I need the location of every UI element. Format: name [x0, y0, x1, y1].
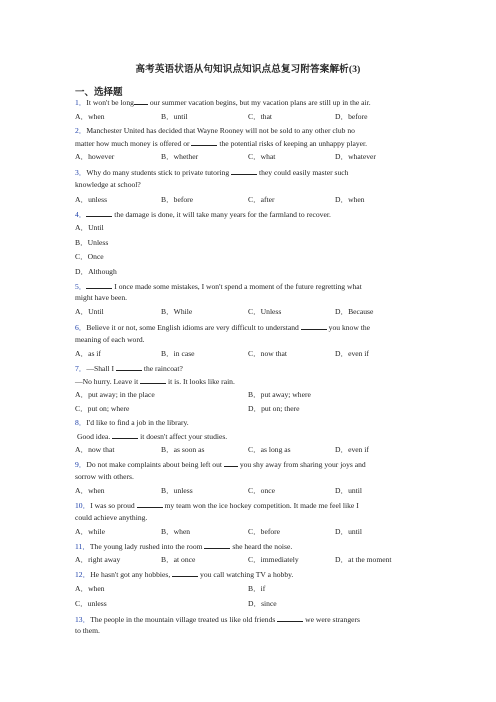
- option[interactable]: D．since: [248, 599, 277, 608]
- option[interactable]: B．as soon as: [161, 445, 205, 454]
- option[interactable]: D．even if: [335, 445, 369, 454]
- question-8: 8．I'd like to find a job in the library.: [75, 418, 189, 427]
- question-11: 11．The young lady rushed into the room she heard the noise.: [75, 542, 293, 551]
- option[interactable]: D．whatever: [335, 152, 376, 161]
- question-13: 13．The people in the mountain village treated us like old friends we were strangers: [75, 615, 360, 624]
- question-text: sorrow with others.: [75, 472, 134, 481]
- question-3: 3．Why do many students stick to private tutoring they could easily master such: [75, 168, 349, 177]
- option[interactable]: B．Unless: [75, 238, 109, 247]
- option[interactable]: C．now that: [248, 349, 288, 358]
- page-title: 高考英语状语从句知识点知识点总复习附答案解析(3): [135, 65, 361, 75]
- option[interactable]: A．while: [75, 527, 105, 536]
- question-text: knowledge at school?: [75, 180, 141, 189]
- question-9: 9．Do not make complaints about being left out you shy away from sharing your joys and: [75, 460, 366, 469]
- option[interactable]: B．before: [161, 195, 194, 204]
- option[interactable]: A．Until: [75, 307, 104, 316]
- question-2: 2．Manchester United has decided that Wayne Rooney will not be sold to any other club no: [75, 126, 355, 135]
- question-5: 5． I once made some mistakes, I won't spend a moment of the future regretting what: [75, 282, 362, 291]
- option[interactable]: B．While: [161, 307, 193, 316]
- question-text: matter how much money is offered or the potential risks of keeping an unhappy player.: [75, 139, 368, 148]
- option[interactable]: A．however: [75, 152, 115, 161]
- option[interactable]: C．as long as: [248, 445, 291, 454]
- option[interactable]: A．when: [75, 112, 105, 121]
- option[interactable]: A．unless: [75, 195, 108, 204]
- option[interactable]: B．put away; where: [248, 390, 311, 399]
- option[interactable]: C．immediately: [248, 555, 299, 564]
- option[interactable]: B．in case: [161, 349, 195, 358]
- option[interactable]: D．at the moment: [335, 555, 392, 564]
- option[interactable]: B．if: [248, 584, 266, 593]
- question-text: —No hurry. Leave it it is. It looks like rain.: [75, 377, 235, 386]
- option[interactable]: D．put on; there: [248, 404, 300, 413]
- question-text: could achieve anything.: [75, 513, 148, 522]
- question-10: 10．I was so proud my team won the ice hockey competition. It made me feel like I: [75, 501, 359, 510]
- question-text: might have been.: [75, 293, 128, 302]
- option[interactable]: A．when: [75, 486, 105, 495]
- option[interactable]: C．that: [248, 112, 273, 121]
- option[interactable]: B．until: [161, 112, 188, 121]
- option[interactable]: C．before: [248, 527, 281, 536]
- option[interactable]: B．when: [161, 527, 191, 536]
- question-text: to them.: [75, 626, 100, 635]
- question-1: 1．It won't be long our summer vacation begins, but my vacation plans are still up in the air.: [75, 98, 371, 107]
- option[interactable]: C．once: [248, 486, 275, 495]
- option[interactable]: B．unless: [161, 486, 193, 495]
- option[interactable]: D．before: [335, 112, 368, 121]
- option[interactable]: A．Until: [75, 223, 104, 232]
- option[interactable]: C．after: [248, 195, 275, 204]
- option[interactable]: D．Because: [335, 307, 374, 316]
- option[interactable]: C．what: [248, 152, 276, 161]
- section-heading: 一、选择题: [75, 88, 123, 98]
- option[interactable]: D．Although: [75, 267, 117, 276]
- option[interactable]: A．as if: [75, 349, 101, 358]
- question-text: Good idea. it doesn't affect your studies.: [77, 432, 228, 441]
- option[interactable]: B．whether: [161, 152, 199, 161]
- option[interactable]: A．now that: [75, 445, 115, 454]
- question-7: 7．—Shall I the raincoat?: [75, 364, 183, 373]
- option[interactable]: A．right away: [75, 555, 121, 564]
- option[interactable]: D．when: [335, 195, 365, 204]
- option[interactable]: C．unless: [75, 599, 107, 608]
- option[interactable]: D．until: [335, 486, 363, 495]
- option[interactable]: A．put away; in the place: [75, 390, 155, 399]
- option[interactable]: A．when: [75, 584, 105, 593]
- question-text: meaning of each word.: [75, 335, 145, 344]
- option[interactable]: D．until: [335, 527, 363, 536]
- question-4: 4． the damage is done, it will take many years for the farmland to recover.: [75, 210, 331, 219]
- option[interactable]: C．Unless: [248, 307, 282, 316]
- question-6: 6．Believe it or not, some English idioms are very difficult to understand you know the: [75, 323, 370, 332]
- question-12: 12．He hasn't got any hobbies, you call watching TV a hobby.: [75, 570, 294, 579]
- option[interactable]: C．put on; where: [75, 404, 130, 413]
- option[interactable]: C．Once: [75, 252, 104, 261]
- option[interactable]: B．at once: [161, 555, 196, 564]
- option[interactable]: D．even if: [335, 349, 369, 358]
